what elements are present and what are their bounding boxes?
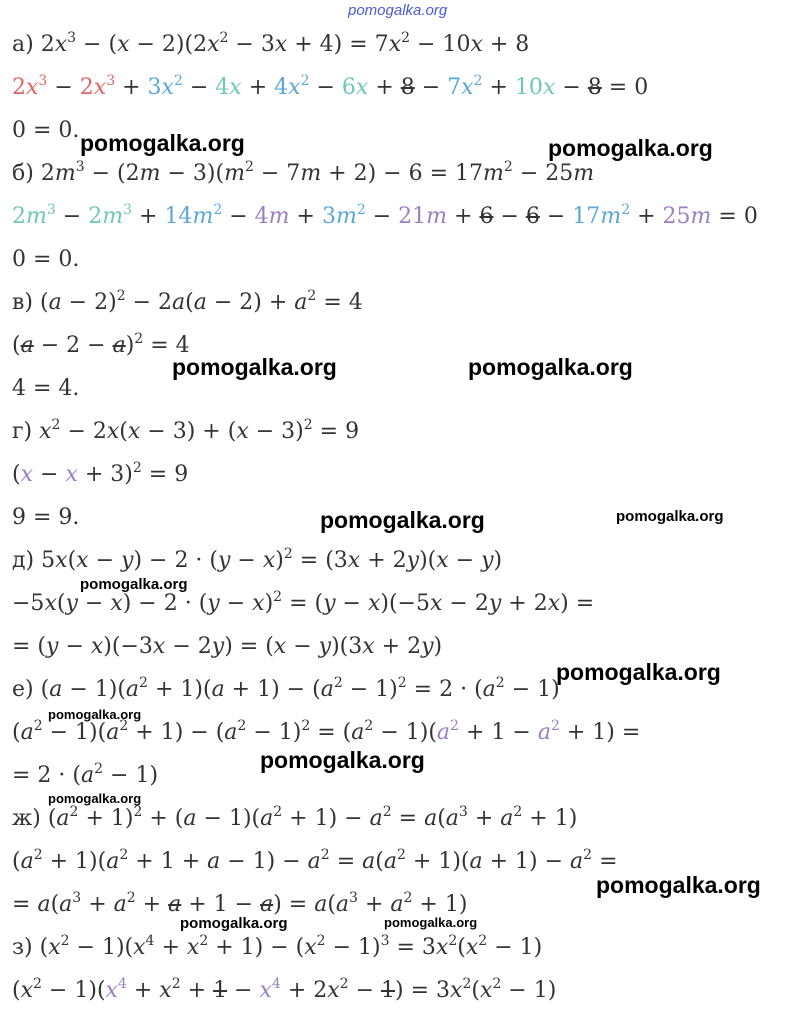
line-g1: [12, 417, 359, 447]
equation-g1: $x^2 - 2x(x - 3) + (x - 3)^2 = 9$: [39, 417, 360, 444]
line-z2: $(x^2 - 1)(x^4 + x^2 + 1 - x^4 + 2x^2 - 1) = 3x^2(x^2 - 1)$: [12, 976, 557, 1003]
watermark: pomogalka.org: [48, 791, 142, 806]
watermark: pomogalka.org: [260, 747, 425, 773]
line-e2: $(a^2 - 1)(a^2 + 1) - (a^2 - 1)^2 = (a^2 - 1)(a^2 + 1 - a^2 + 1)$ =: [12, 718, 641, 745]
line-d2: $-5x(y - x) - 2 \cdot (y - x)^2 = (y - x)(-5x - 2y + 2x)$ =: [12, 589, 595, 616]
line-v2: $(a - 2 - a)^2 = 4$: [12, 331, 190, 358]
line-b3: 0 = 0.: [12, 247, 80, 272]
label-e: е): [12, 677, 34, 702]
line-g3: 9 = 9.: [12, 505, 80, 530]
label-v: в): [12, 290, 33, 315]
equation-d1: $5x(x - y) - 2 \cdot (y - x)^2 = (3x + 2y)(x - y)$: [41, 546, 503, 573]
watermark: pomogalka.org: [320, 507, 485, 533]
line-zh1: [12, 804, 577, 834]
equation-z1: $(x^2 - 1)(x^4 + x^2 + 1) - (x^2 - 1)^3 = 3x^2(x^2 - 1)$: [39, 933, 543, 960]
watermark: pomogalka.org: [48, 707, 142, 722]
watermark: pomogalka.org: [556, 659, 721, 685]
label-b: б): [12, 161, 34, 186]
watermark: pomogalka.org: [616, 508, 724, 525]
line-zh3: = $a(a^3 + a^2 + a + 1 - a) = a(a^3 + a^2 + 1)$: [12, 890, 468, 917]
watermark: pomogalka.org: [172, 354, 337, 380]
line-a1: [12, 30, 529, 60]
watermark: pomogalka.org: [180, 915, 288, 932]
line-d3: = (y − x)(−3x − 2y) = (x − y)(3x + 2y): [12, 634, 443, 659]
equation-a1: $2x^3 - (x - 2)(2x^2 - 3x + 4) = 7x^2 - 10x + 8$: [40, 30, 530, 57]
equation-v1: $(a - 2)^2 - 2a(a - 2) + a^2 = 4$: [39, 288, 363, 315]
label-g: г): [12, 419, 33, 444]
line-b2: $2m^3 - 2m^3 + 14m^2 - 4m + 3m^2 - 21m + 6 - 6 - 17m^2 + 25m = 0$: [12, 202, 758, 229]
label-a: а): [12, 32, 34, 57]
line-z1: [12, 933, 542, 963]
watermark: pomogalka.org: [596, 872, 761, 898]
line-e3: = $2 \cdot (a^2 - 1)$: [12, 761, 159, 788]
line-e1: [12, 675, 560, 705]
line-a3: 0 = 0.: [12, 118, 80, 143]
watermark: pomogalka.org: [80, 576, 188, 593]
line-v3: 4 = 4.: [12, 376, 80, 401]
line-b1: [12, 159, 594, 189]
watermark: pomogalka.org: [468, 354, 633, 380]
equation-e1: $(a - 1)(a^2 + 1)(a + 1) - (a^2 - 1)^2 = 2 \cdot (a^2 - 1)$: [40, 675, 560, 702]
watermark: pomogalka.org: [80, 130, 245, 156]
line-zh2: $(a^2 + 1)(a^2 + 1 + a - 1) - a^2 = a(a^2 + 1)(a + 1) - a^2$ =: [12, 847, 618, 874]
line-v1: [12, 288, 363, 318]
watermark: pomogalka.org: [548, 135, 713, 161]
label-z: з): [12, 935, 33, 960]
line-d1: [12, 546, 502, 576]
equation-zh1: $(a^2 + 1)^2 + (a - 1)(a^2 + 1) - a^2 = a(a^3 + a^2 + 1)$: [47, 804, 578, 831]
line-a2: $2x^3 - 2x^3 + 3x^2 - 4x + 4x^2 - 6x + 8 - 7x^2 + 10x - 8 = 0$: [12, 73, 649, 100]
line-g2: $(x - x + 3)^2 = 9$: [12, 460, 189, 487]
equation-b1: $2m^3 - (2m - 3)(m^2 - 7m + 2) - 6 = 17m^2 - 25m$: [40, 159, 595, 186]
watermark-top: pomogalka.org: [348, 2, 448, 19]
label-d: д): [12, 548, 35, 573]
watermark: pomogalka.org: [384, 915, 478, 930]
label-zh: ж): [12, 806, 41, 831]
